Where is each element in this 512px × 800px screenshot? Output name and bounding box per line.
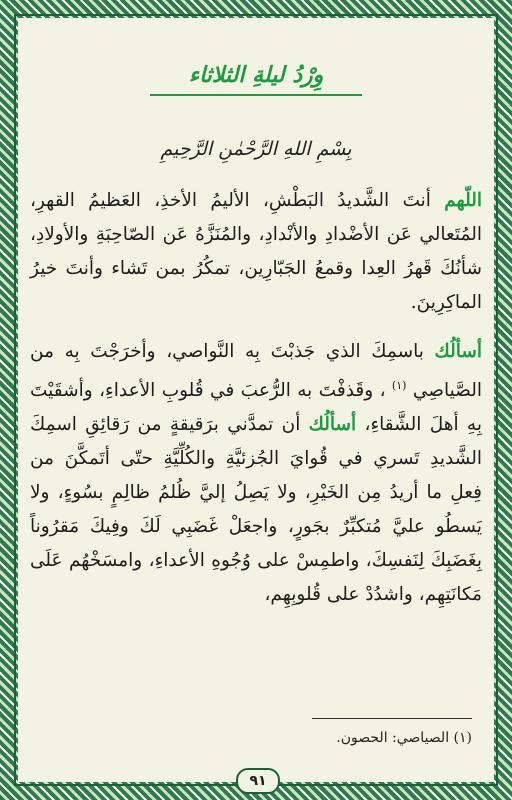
basmala: بِسْمِ اللهِ الرَّحْمٰنِ الرَّحِيمِ — [160, 138, 352, 160]
paragraph-1 — [30, 184, 482, 320]
paragraph-2-text-b: ، وقَذفْتَ به الرُّعبَ في قُلوبِ الأعداءِ، وأشقَيْتَ بِهِ أهلَ الشَّقاءِ، — [30, 380, 483, 436]
page-title: وِرْدُ ليلةِ الثلاثاء — [188, 62, 324, 88]
page-number: ٩١ — [236, 768, 280, 794]
footnote-reference: (١) — [391, 379, 407, 392]
paragraph-2-text-c: أن تمدَّني برَقيقةٍ من رَقائِقِ اسمِكَ الشَّديدِ تَسري في قُوايَ الجُزئيَّةِ والكُلِّيَّةِ حتّى أتَمكَّنَ من فِعلِ ما أريدُ مِن الخَيْرِ، ولا يَصِلُ إليَّ ظُلمُ ظالِمٍ بسُوءٍ، ولا يَسطُو عليَّ مُتكبِّرٌ بجَورٍ، واجعَلْ غَضَبِي لَكَ وفِيكَ مَقرُوناً بِغَضَبِكَ لِنَفسِكَ، واطمِسْ على وُجُوهِ الأعداءِ، وامسَخْهُم عَلَى مَكانَتِهِم، واشدُدْ على قُلوبِهِم، — [30, 414, 482, 606]
paragraph-2-lead: أسألُك — [434, 341, 482, 362]
paragraph-2-lead-2: أسألُك — [308, 414, 357, 436]
footnote: (١) الصياصي: الحصون. — [336, 730, 472, 746]
paragraph-2-text-a: باسمِكَ الذي جَذبْتَ بِه النَّواصي، وأخرَجْتَ بِه من الصَّياصِي — [30, 341, 482, 402]
footnote-divider — [312, 718, 472, 719]
title-underline — [150, 94, 362, 96]
body-text — [30, 184, 482, 627]
paragraph-1-text: أنتَ الشَّديدُ البَطْشِ، الأليمُ الأخذِ، العَظيمُ القهرِ، المُتَعالي عَن الأضْدادِ والأنْدادِ، والمُنَزَّهُ عَن الصّاحِبَةِ والأولادِ، شأنُكَ قَهرُ العِدا وقمعُ الجَبّارِين، تمكُرُ بمن تَشاء وأنتَ خيرُ الماكِرِينَ. — [30, 190, 482, 313]
paragraph-2 — [30, 335, 482, 612]
paragraph-1-lead: اللّهم — [444, 190, 482, 211]
